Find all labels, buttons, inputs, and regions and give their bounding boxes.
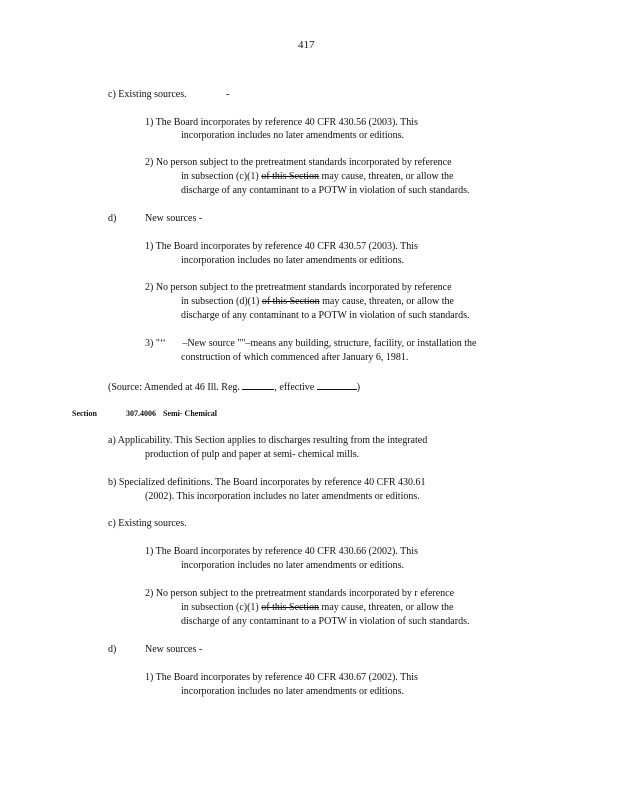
d3-line1-prefix: 3) "‘‘ bbox=[145, 338, 166, 349]
paragraph-d2-line2 bbox=[181, 296, 454, 308]
paragraph-d2-line1: 2) No person subject to the pretreatment standards incorporated by reference bbox=[145, 282, 452, 293]
s2-c2-line2-end: may cause, threaten, or allow the bbox=[321, 602, 454, 613]
paragraph-c2-line3: discharge of any contaminant to a POTW in violation of such standards. bbox=[181, 185, 470, 196]
d2-line2-end: may cause, threaten, or allow the bbox=[322, 296, 454, 307]
c2-line2-end: may cause, threaten, or allow the bbox=[321, 171, 454, 182]
section-number: 307.4006 bbox=[126, 409, 156, 418]
s2-c2-line2-start: in subsection (c)(1) bbox=[181, 602, 259, 613]
s2-paragraph-c1-line1: 1) The Board incorporates by reference 40 CFR 430.66 (2002). This bbox=[145, 546, 418, 557]
paragraph-d3-line1 bbox=[145, 338, 476, 350]
subsection-d-label: d) bbox=[108, 213, 117, 224]
paragraph-a-line1: a) Applicability. This Section applies to discharges resulting from the integrated bbox=[108, 435, 428, 446]
s2-c2-struck-text: of this Section bbox=[261, 602, 320, 613]
d2-line2-start: in subsection (d)(1) bbox=[181, 296, 260, 307]
d3-line1-text: –New source ""–means any building, structure, facility, or installation the bbox=[182, 338, 477, 349]
subsection-d-heading: New sources - bbox=[145, 213, 203, 224]
source-note-text: (Source: Amended at 46 Ill. Reg. bbox=[108, 382, 240, 393]
s2-subsection-c-heading: c) Existing sources. bbox=[108, 518, 187, 529]
paragraph-d2-line3: discharge of any contaminant to a POTW in violation of such standards. bbox=[181, 310, 470, 321]
paragraph-d1-line2: incorporation includes no later amendments or editions. bbox=[181, 255, 404, 266]
source-note bbox=[108, 380, 360, 394]
paragraph-c2-line2 bbox=[181, 171, 453, 183]
c2-struck-text: of this Section bbox=[261, 171, 320, 182]
s2-paragraph-c2-line3: discharge of any contaminant to a POTW in violation of such standards. bbox=[181, 616, 470, 627]
paragraph-c1-line2: incorporation includes no later amendments or editions. bbox=[181, 130, 404, 141]
paragraph-d1-line1: 1) The Board incorporates by reference 40 CFR 430.57 (2003). This bbox=[145, 241, 418, 252]
section-title: Semi- Chemical bbox=[163, 409, 217, 418]
paragraph-c1-line1: 1) The Board incorporates by reference 40 CFR 430.56 (2003). This bbox=[145, 117, 418, 128]
subsection-c-dash: - bbox=[226, 89, 230, 100]
page-number: 417 bbox=[298, 39, 315, 51]
section-label: Section bbox=[72, 409, 97, 418]
d2-struck-text: of this Section bbox=[261, 296, 320, 307]
s2-subsection-d-label: d) bbox=[108, 644, 117, 655]
s2-paragraph-c1-line2: incorporation includes no later amendments or editions. bbox=[181, 560, 404, 571]
s2-paragraph-d1-line1: 1) The Board incorporates by reference 40 CFR 430.67 (2002). This bbox=[145, 672, 418, 683]
source-note-close: ) bbox=[356, 382, 361, 393]
reg-blank bbox=[242, 380, 274, 390]
paragraph-b-line2: (2002). This incorporation includes no later amendments or editions. bbox=[145, 491, 420, 502]
subsection-c-heading: c) Existing sources. bbox=[108, 89, 187, 100]
s2-paragraph-d1-line2: incorporation includes no later amendments or editions. bbox=[181, 686, 404, 697]
s2-paragraph-c2-line2 bbox=[181, 602, 453, 614]
s2-paragraph-c2-line1: 2) No person subject to the pretreatment standards incorporated by r eference bbox=[145, 588, 455, 599]
effective-date-blank bbox=[317, 380, 357, 390]
paragraph-d3-line2: construction of which commenced after January 6, 1981. bbox=[181, 352, 409, 363]
paragraph-c2-line1: 2) No person subject to the pretreatment standards incorporated by reference bbox=[145, 157, 452, 168]
c2-line2-start: in subsection (c)(1) bbox=[181, 171, 259, 182]
paragraph-a-line2: production of pulp and paper at semi- chemical mills. bbox=[145, 449, 360, 460]
paragraph-b-line1: b) Specialized definitions. The Board incorporates by reference 40 CFR 430.61 bbox=[108, 477, 426, 488]
source-note-effective: , effective bbox=[274, 382, 315, 393]
s2-subsection-d-heading: New sources - bbox=[145, 644, 203, 655]
